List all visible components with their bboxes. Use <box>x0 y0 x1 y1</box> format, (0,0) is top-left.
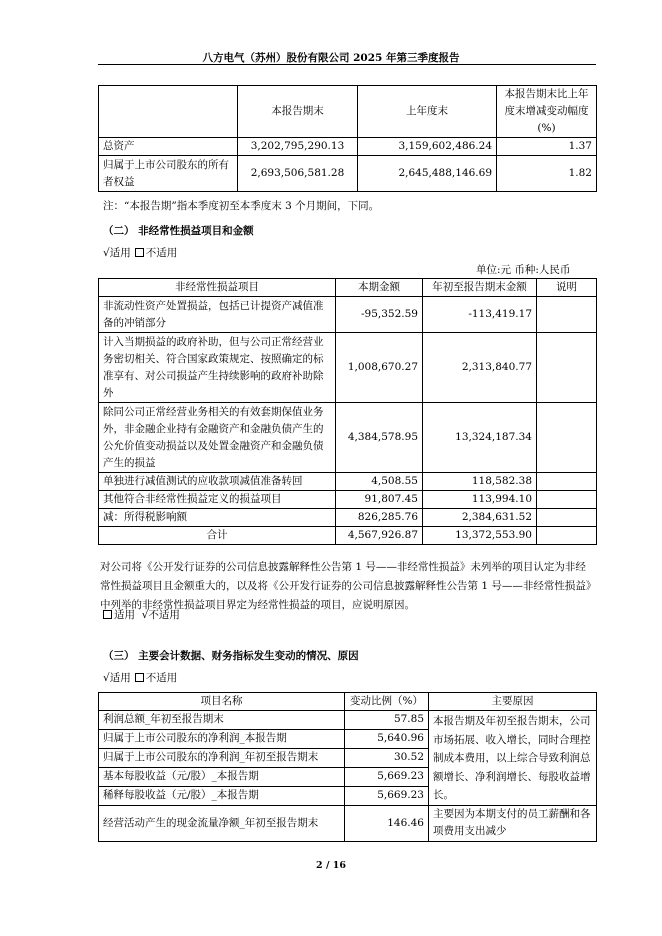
change-reason-2: 主要因为本期支付的员工薪酬和各项费用支出减少 <box>429 805 597 841</box>
nr-row-value: 91,807.45 <box>336 491 423 509</box>
change-header: 主要原因 <box>429 693 597 711</box>
nr-row-value: 2,313,840.77 <box>423 333 537 403</box>
balance-row-value: 2,693,506,581.28 <box>238 156 358 192</box>
checkbox-empty-icon <box>135 248 144 257</box>
nr-total-value: 4,567,926.87 <box>336 527 423 545</box>
unit-label: 单位:元 币种:人民币 <box>476 264 571 276</box>
nr-row-label: 单独进行减值测试的应收款项减值准备转回 <box>99 473 336 491</box>
table-note: 注：“本报告期”指本季度初至本季度末 3 个月期间，下同。 <box>103 200 380 212</box>
balance-table <box>98 85 597 192</box>
section2-applicable: √适用 <box>103 247 131 259</box>
balance-row-value: 3,159,602,486.24 <box>358 138 497 156</box>
section2b-applicable: 适用 <box>114 609 135 621</box>
non-recurring-table <box>98 278 597 545</box>
change-row-value: 146.46 <box>345 805 429 841</box>
section2-title: （二） 非经常性损益项目和金额 <box>103 225 254 237</box>
nr-total-note <box>537 527 597 545</box>
change-row-value: 57.85 <box>345 711 429 730</box>
change-row-label: 经营活动产生的现金流量净额_年初至报告期末 <box>99 805 345 841</box>
nr-total-value: 13,372,553.90 <box>423 527 537 545</box>
section3-not-applicable: 不适用 <box>145 672 178 684</box>
change-row-value: 5,669.23 <box>345 786 429 805</box>
nr-row-value: 4,508.55 <box>336 473 423 491</box>
section3-title: （三） 主要会计数据、财务指标发生变动的情况、原因 <box>103 650 359 662</box>
nr-row-label: 除同公司正常经营业务相关的有效套期保值业务外，非金融企业持有金融资产和金融负债产生的公允价值变动损益以及处置金融资产和金融负债产生的损益 <box>99 403 336 473</box>
section3-checkbox-row <box>103 670 177 685</box>
balance-header-period-end: 本报告期末 <box>238 86 358 138</box>
header-rule <box>98 64 596 65</box>
section2b-checkbox-row <box>103 607 180 622</box>
balance-header-prior-year-end: 上年度末 <box>358 86 497 138</box>
change-row-label: 归属于上市公司股东的净利润_本报告期 <box>99 729 345 748</box>
nr-row-note <box>537 473 597 491</box>
nr-row-value: 1,008,670.27 <box>336 333 423 403</box>
nr-total-label: 合计 <box>99 527 336 545</box>
nr-row-value: 118,582.38 <box>423 473 537 491</box>
change-reason-1: 本报告期及年初至报告期末，公司市场拓展、收入增长，同时合理控制成本费用，以上综合导致利润总额增长、净利润增长、每股收益增长。 <box>429 711 597 806</box>
balance-row-value: 1.82 <box>497 156 597 192</box>
change-row-label: 归属于上市公司股东的净利润_年初至报告期末 <box>99 748 345 767</box>
section2b-not-applicable: √不适用 <box>141 609 180 621</box>
explanation-paragraph: 对公司将《公开发行证券的公司信息披露解释性公告第 1 号——非经常性损益》未列举的项目认定为非经常性损益项目且金额重大的，以及将《公开发行证券的公司信息披露解释性公告第 1 号——非经常性损益》中列举的非经常性损益项目界定为经常性损益的项目，应说明原因。 <box>100 561 592 611</box>
change-table <box>98 692 597 842</box>
section2-checkbox-row <box>103 245 177 260</box>
section3-applicable: √适用 <box>103 672 131 684</box>
change-header: 变动比例（%） <box>345 693 429 711</box>
nr-header: 年初至报告期末金额 <box>423 279 537 297</box>
page-number: 2 / 16 <box>316 860 346 871</box>
nr-row-note <box>537 297 597 333</box>
nr-header: 说明 <box>537 279 597 297</box>
nr-row-label: 计入当期损益的政府补助，但与公司正常经营业务密切相关、符合国家政策规定、按照确定的标准享有、对公司损益产生持续影响的政府补助除外 <box>99 333 336 403</box>
nr-row-value: 13,324,187.34 <box>423 403 537 473</box>
change-row-value: 5,669.23 <box>345 767 429 786</box>
balance-row-label: 归属于上市公司股东的所有者权益 <box>99 156 238 192</box>
nr-row-value: 4,384,578.95 <box>336 403 423 473</box>
balance-header-blank <box>99 86 238 138</box>
nr-row-note <box>537 509 597 527</box>
change-row-label: 稀释每股收益（元/股）_本报告期 <box>99 786 345 805</box>
nr-header: 非经常性损益项目 <box>99 279 336 297</box>
balance-row-value: 1.37 <box>497 138 597 156</box>
change-row-label: 利润总额_年初至报告期末 <box>99 711 345 730</box>
change-header: 项目名称 <box>99 693 345 711</box>
nr-row-label: 减：所得税影响额 <box>99 509 336 527</box>
checkbox-empty-icon <box>103 610 112 619</box>
nr-row-value: 2,384,631.52 <box>423 509 537 527</box>
nr-header: 本期金额 <box>336 279 423 297</box>
checkbox-empty-icon <box>135 673 144 682</box>
nr-row-label: 非流动性资产处置损益，包括已计提资产减值准备的冲销部分 <box>99 297 336 333</box>
balance-header-change: 本报告期末比上年度末增减变动幅度(%) <box>497 86 597 138</box>
balance-row-label: 总资产 <box>99 138 238 156</box>
change-row-value: 30.52 <box>345 748 429 767</box>
section2-not-applicable: 不适用 <box>145 247 178 259</box>
nr-row-value: -113,419.17 <box>423 297 537 333</box>
nr-row-value: -95,352.59 <box>336 297 423 333</box>
nr-row-note <box>537 491 597 509</box>
nr-row-value: 113,994.10 <box>423 491 537 509</box>
page-header-title: 八方电气（苏州）股份有限公司 2025 年第三季度报告 <box>202 52 460 64</box>
nr-row-label: 其他符合非经常性损益定义的损益项目 <box>99 491 336 509</box>
change-row-label: 基本每股收益（元/股）_本报告期 <box>99 767 345 786</box>
nr-row-note <box>537 333 597 403</box>
nr-row-value: 826,285.76 <box>336 509 423 527</box>
balance-row-value: 2,645,488,146.69 <box>358 156 497 192</box>
nr-row-note <box>537 403 597 473</box>
change-row-value: 5,640.96 <box>345 729 429 748</box>
balance-row-value: 3,202,795,290.13 <box>238 138 358 156</box>
